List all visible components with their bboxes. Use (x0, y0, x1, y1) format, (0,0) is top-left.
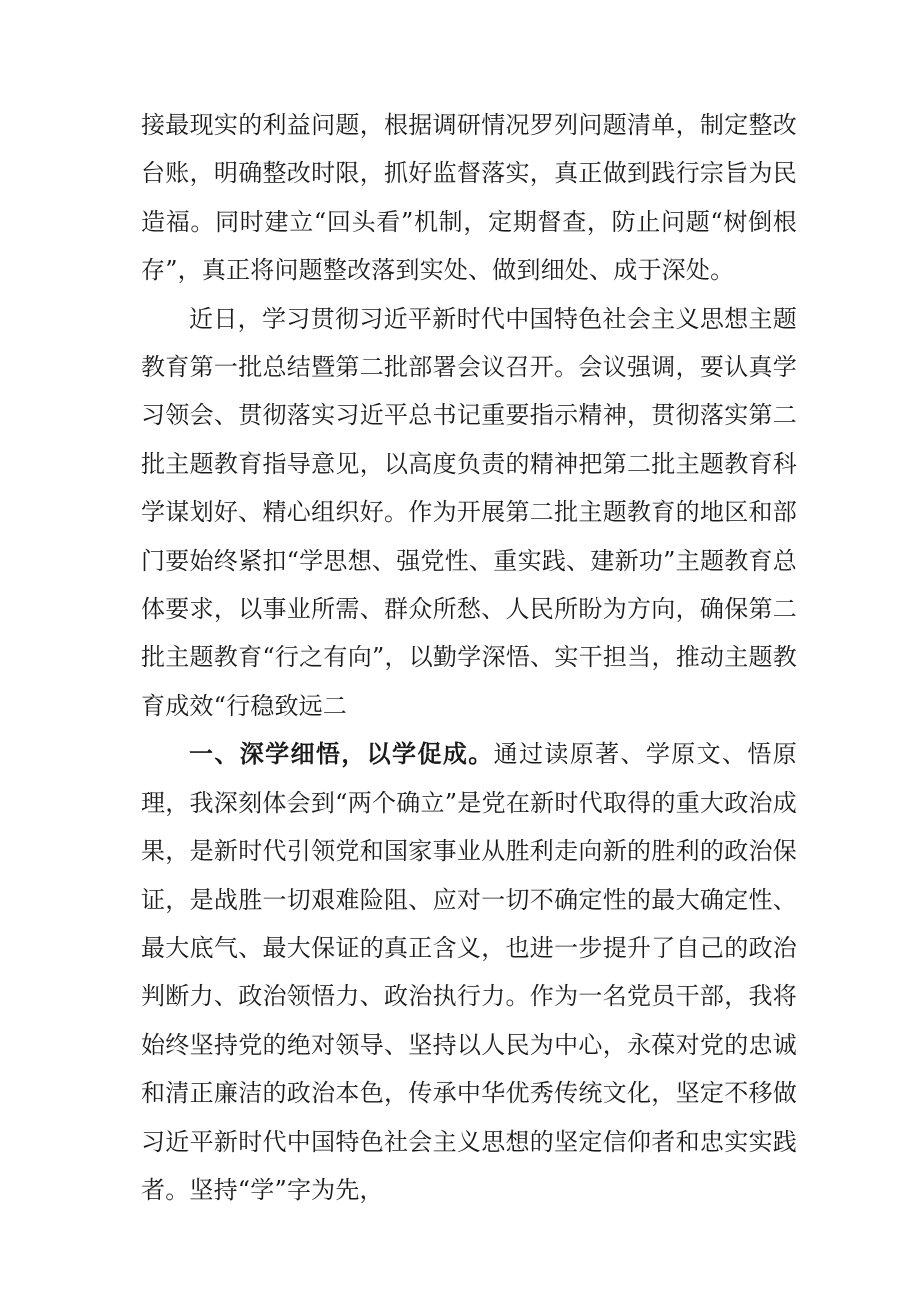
paragraph-text: 通过读原著、学原文、悟原理，我深刻体会到“两个确立”是党在新时代取得的重大政治成果，是新时代引领党和国家事业从胜利走向新的胜利的政治保证，是战胜一切艰难险阻、应对一切不确定性的最大确定性、最大底气、最大保证的真正含义，也进一步提升了自己的政治判断力、政治领悟力、政治执行力。作为一名党员干部，我将始终坚持党的绝对领导、坚持以人民为中心，永葆对党的忠诚和清正廉洁的政治本色，传承中华优秀传统文化，坚定不移做习近平新时代中国特色社会主义思想的坚定信仰者和忠实实践者。坚持“学”字为先， (141, 740, 797, 1204)
paragraph-section-one (141, 730, 797, 1214)
section-heading: 一、深学细悟，以学促成。 (189, 739, 494, 769)
paragraph-continuation (141, 101, 797, 295)
document-body (141, 101, 797, 1214)
paragraph-text: 近日，学习贯彻习近平新时代中国特色社会主义思想主题教育第一批总结暨第二批部署会议召开。会议强调，要认真学习领会、贯彻落实习近平总书记重要指示精神，贯彻落实第二批主题教育指导意见，以高度负责的精神把第二批主题教育科学谋划好、精心组织好。作为开展第二批主题教育的地区和部门要始终紧扣“学思想、强党性、重实践、建新功”主题教育总体要求，以事业所需、群众所愁、人民所盼为方向，确保第二批主题教育“行之有向”，以勤学深悟、实干担当，推动主题教育成效“行稳致远二 (141, 304, 797, 720)
paragraph-meeting-summary (141, 295, 797, 731)
paragraph-text: 接最现实的利益问题，根据调研情况罗列问题清单，制定整改台账，明确整改时限，抓好监督落实，真正做到践行宗旨为民造福。同时建立“回头看”机制，定期督查，防止问题“树倒根存”，真正将问题整改落到实处、做到细处、成于深处。 (141, 111, 797, 285)
